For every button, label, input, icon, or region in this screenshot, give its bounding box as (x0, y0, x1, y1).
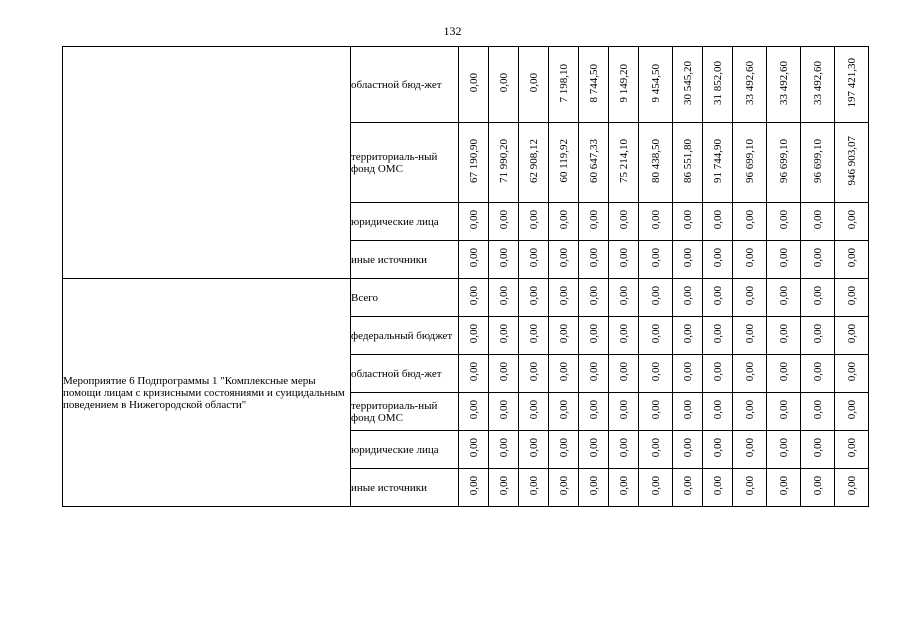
value-text: 0,00 (711, 210, 724, 230)
value-cell (767, 47, 801, 123)
table-row (63, 279, 869, 317)
value-text: 0,00 (743, 400, 756, 420)
value-cell (835, 355, 869, 393)
value-text: 0,00 (527, 286, 540, 306)
value-text: 0,00 (681, 210, 694, 230)
value-cell (835, 279, 869, 317)
value-cell (767, 317, 801, 355)
value-cell (639, 279, 673, 317)
value-cell (835, 241, 869, 279)
value-text: 0,00 (649, 362, 662, 382)
value-text: 0,00 (811, 248, 824, 268)
value-text: 0,00 (557, 286, 570, 306)
value-text: 0,00 (557, 400, 570, 420)
value-cell (767, 241, 801, 279)
value-cell (489, 203, 519, 241)
value-cell (703, 123, 733, 203)
funding-source: областной бюд-жет (351, 47, 459, 123)
value-text: 0,00 (811, 400, 824, 420)
value-text: 0,00 (777, 476, 790, 496)
value-cell (519, 317, 549, 355)
value-cell (549, 469, 579, 507)
value-cell (579, 317, 609, 355)
value-cell (673, 393, 703, 431)
value-cell (519, 355, 549, 393)
value-cell (549, 317, 579, 355)
value-cell (519, 393, 549, 431)
value-text: 0,00 (467, 210, 480, 230)
value-text: 0,00 (743, 476, 756, 496)
value-text: 0,00 (845, 248, 858, 268)
value-text: 96 699,10 (811, 139, 824, 183)
value-text: 0,00 (681, 400, 694, 420)
value-text: 0,00 (681, 324, 694, 344)
value-text: 0,00 (811, 362, 824, 382)
value-text: 0,00 (527, 248, 540, 268)
value-text: 0,00 (527, 400, 540, 420)
value-cell (579, 431, 609, 469)
value-text: 0,00 (845, 362, 858, 382)
value-text: 0,00 (681, 438, 694, 458)
value-cell (579, 355, 609, 393)
value-cell (579, 47, 609, 123)
value-text: 0,00 (711, 438, 724, 458)
value-cell (549, 355, 579, 393)
value-text: 96 699,10 (743, 139, 756, 183)
value-cell (489, 431, 519, 469)
value-cell (835, 317, 869, 355)
value-cell (489, 393, 519, 431)
value-cell (835, 203, 869, 241)
value-cell (767, 431, 801, 469)
value-cell (579, 393, 609, 431)
value-cell (459, 431, 489, 469)
value-text: 0,00 (617, 438, 630, 458)
value-cell (733, 123, 767, 203)
value-text: 75 214,10 (617, 139, 630, 183)
value-text: 0,00 (845, 438, 858, 458)
value-cell (673, 203, 703, 241)
value-cell (549, 123, 579, 203)
value-text: 0,00 (649, 210, 662, 230)
value-text: 0,00 (845, 476, 858, 496)
value-cell (459, 279, 489, 317)
value-cell (835, 123, 869, 203)
value-cell (579, 203, 609, 241)
value-text: 0,00 (467, 248, 480, 268)
funding-source: территориаль-ный фонд ОМС (351, 123, 459, 203)
value-text: 0,00 (811, 324, 824, 344)
value-cell (579, 241, 609, 279)
value-cell (609, 317, 639, 355)
value-cell (703, 355, 733, 393)
value-cell (609, 279, 639, 317)
value-text: 0,00 (527, 324, 540, 344)
value-cell (549, 203, 579, 241)
value-text: 0,00 (649, 324, 662, 344)
value-text: 60 119,92 (557, 139, 570, 183)
value-cell (733, 203, 767, 241)
value-cell (801, 355, 835, 393)
value-text: 0,00 (497, 286, 510, 306)
value-cell (703, 469, 733, 507)
value-text: 0,00 (467, 476, 480, 496)
value-text: 33 492,60 (743, 61, 756, 105)
value-cell (459, 241, 489, 279)
table-row (63, 47, 869, 123)
value-text: 0,00 (617, 476, 630, 496)
value-cell (519, 431, 549, 469)
value-cell (459, 355, 489, 393)
value-text: 60 647,33 (587, 139, 600, 183)
value-cell (801, 123, 835, 203)
value-cell (733, 469, 767, 507)
value-cell (673, 241, 703, 279)
value-cell (703, 47, 733, 123)
value-cell (639, 241, 673, 279)
value-text: 0,00 (467, 324, 480, 344)
value-text: 0,00 (467, 362, 480, 382)
value-text: 0,00 (743, 362, 756, 382)
value-cell (609, 393, 639, 431)
value-text: 0,00 (557, 248, 570, 268)
value-cell (489, 355, 519, 393)
value-text: 30 545,20 (681, 61, 694, 105)
value-cell (639, 355, 673, 393)
value-cell (703, 241, 733, 279)
value-cell (549, 47, 579, 123)
value-cell (639, 317, 673, 355)
value-cell (609, 203, 639, 241)
value-cell (733, 279, 767, 317)
value-cell (639, 469, 673, 507)
value-cell (801, 393, 835, 431)
value-cell (673, 317, 703, 355)
value-cell (519, 203, 549, 241)
value-text: 197 421,30 (845, 58, 858, 108)
value-text: 0,00 (845, 286, 858, 306)
value-text: 0,00 (497, 324, 510, 344)
value-text: 0,00 (587, 438, 600, 458)
activity-description: Мероприятие 6 Подпрограммы 1 "Комплексные меры помощи лицам с кризисными состояниями и суицидальным поведением в Нижегородской области" (63, 279, 351, 507)
value-text: 0,00 (557, 324, 570, 344)
value-text: 0,00 (557, 438, 570, 458)
value-cell (703, 393, 733, 431)
value-text: 0,00 (681, 362, 694, 382)
value-cell (519, 279, 549, 317)
value-text: 0,00 (617, 400, 630, 420)
value-text: 0,00 (845, 400, 858, 420)
value-text: 0,00 (681, 286, 694, 306)
value-cell (609, 47, 639, 123)
value-cell (703, 279, 733, 317)
value-text: 0,00 (711, 400, 724, 420)
value-cell (801, 469, 835, 507)
value-text: 0,00 (497, 476, 510, 496)
value-text: 0,00 (587, 324, 600, 344)
value-text: 0,00 (711, 286, 724, 306)
value-text: 0,00 (777, 248, 790, 268)
value-cell (459, 469, 489, 507)
value-text: 0,00 (467, 438, 480, 458)
value-cell (801, 241, 835, 279)
value-text: 0,00 (649, 400, 662, 420)
value-text: 31 852,00 (711, 61, 724, 105)
value-cell (835, 47, 869, 123)
value-cell (519, 47, 549, 123)
value-text: 0,00 (649, 438, 662, 458)
value-text: 0,00 (649, 476, 662, 496)
value-cell (733, 393, 767, 431)
value-text: 0,00 (587, 210, 600, 230)
value-text: 67 190,90 (467, 139, 480, 183)
value-cell (801, 431, 835, 469)
value-text: 0,00 (845, 210, 858, 230)
value-text: 0,00 (777, 286, 790, 306)
value-text: 0,00 (681, 248, 694, 268)
value-cell (801, 203, 835, 241)
value-text: 80 438,50 (649, 139, 662, 183)
value-cell (767, 123, 801, 203)
value-cell (673, 47, 703, 123)
value-cell (673, 431, 703, 469)
value-cell (767, 203, 801, 241)
activity-description (63, 47, 351, 279)
value-text: 0,00 (617, 286, 630, 306)
value-cell (489, 47, 519, 123)
value-cell (489, 241, 519, 279)
value-text: 33 492,60 (811, 61, 824, 105)
value-cell (489, 469, 519, 507)
funding-source: территориаль-ный фонд ОМС (351, 393, 459, 431)
value-cell (489, 317, 519, 355)
value-text: 33 492,60 (777, 61, 790, 105)
value-text: 0,00 (497, 362, 510, 382)
value-cell (733, 241, 767, 279)
value-cell (609, 355, 639, 393)
value-text: 0,00 (777, 210, 790, 230)
value-text: 0,00 (467, 286, 480, 306)
value-text: 0,00 (743, 324, 756, 344)
funding-source: иные источники (351, 241, 459, 279)
value-text: 0,00 (497, 210, 510, 230)
value-cell (579, 469, 609, 507)
value-text: 0,00 (743, 248, 756, 268)
value-text: 0,00 (557, 476, 570, 496)
value-text: 0,00 (557, 210, 570, 230)
funding-source: областной бюд-жет (351, 355, 459, 393)
value-text: 91 744,90 (711, 139, 724, 183)
value-cell (579, 123, 609, 203)
value-text: 0,00 (777, 438, 790, 458)
value-text: 0,00 (711, 324, 724, 344)
value-text: 0,00 (527, 476, 540, 496)
value-cell (673, 355, 703, 393)
value-cell (703, 317, 733, 355)
value-cell (519, 469, 549, 507)
value-cell (579, 279, 609, 317)
value-cell (489, 279, 519, 317)
value-text: 0,00 (777, 400, 790, 420)
value-text: 0,00 (617, 210, 630, 230)
value-text: 0,00 (811, 476, 824, 496)
funding-source: иные источники (351, 469, 459, 507)
value-text: 0,00 (649, 248, 662, 268)
value-text: 0,00 (845, 324, 858, 344)
value-text: 0,00 (617, 248, 630, 268)
value-cell (767, 279, 801, 317)
value-cell (459, 203, 489, 241)
value-cell (733, 317, 767, 355)
value-cell (549, 393, 579, 431)
value-text: 8 744,50 (587, 63, 600, 103)
value-text: 0,00 (649, 286, 662, 306)
value-cell (673, 279, 703, 317)
value-cell (733, 355, 767, 393)
value-cell (459, 393, 489, 431)
funding-source: Всего (351, 279, 459, 317)
value-cell (519, 241, 549, 279)
value-cell (459, 317, 489, 355)
value-cell (639, 393, 673, 431)
value-cell (733, 431, 767, 469)
funding-source: юридические лица (351, 431, 459, 469)
value-cell (767, 469, 801, 507)
value-text: 0,00 (743, 286, 756, 306)
value-text: 0,00 (497, 400, 510, 420)
value-text: 96 699,10 (777, 139, 790, 183)
value-text: 0,00 (711, 476, 724, 496)
value-cell (639, 123, 673, 203)
value-text: 0,00 (527, 210, 540, 230)
value-text: 0,00 (777, 362, 790, 382)
value-cell (835, 469, 869, 507)
value-text: 0,00 (811, 286, 824, 306)
value-text: 0,00 (527, 73, 540, 93)
value-text: 0,00 (587, 400, 600, 420)
value-text: 0,00 (467, 73, 480, 93)
value-cell (489, 123, 519, 203)
value-cell (549, 241, 579, 279)
value-text: 0,00 (527, 362, 540, 382)
funding-source: юридические лица (351, 203, 459, 241)
page-number: 132 (443, 24, 462, 38)
value-cell (835, 431, 869, 469)
value-cell (703, 431, 733, 469)
value-text: 0,00 (587, 248, 600, 268)
value-cell (609, 241, 639, 279)
value-text: 0,00 (811, 210, 824, 230)
value-text: 0,00 (497, 248, 510, 268)
value-text: 0,00 (711, 362, 724, 382)
value-cell (609, 123, 639, 203)
value-text: 0,00 (587, 362, 600, 382)
value-cell (733, 47, 767, 123)
value-text: 0,00 (777, 324, 790, 344)
value-cell (459, 47, 489, 123)
value-text: 71 990,20 (497, 139, 510, 183)
value-text: 946 903,07 (845, 136, 858, 186)
value-text: 0,00 (467, 400, 480, 420)
value-text: 0,00 (711, 248, 724, 268)
value-text: 0,00 (681, 476, 694, 496)
value-cell (639, 203, 673, 241)
value-cell (767, 393, 801, 431)
value-cell (639, 47, 673, 123)
value-cell (767, 355, 801, 393)
value-cell (609, 431, 639, 469)
value-text: 9 454,50 (649, 63, 662, 103)
value-cell (549, 279, 579, 317)
value-text: 86 551,80 (681, 139, 694, 183)
value-cell (519, 123, 549, 203)
value-cell (801, 317, 835, 355)
value-text: 0,00 (617, 324, 630, 344)
funding-table-body (63, 47, 869, 507)
funding-source: федеральный бюджет (351, 317, 459, 355)
funding-table (62, 46, 869, 507)
value-cell (459, 123, 489, 203)
value-cell (673, 469, 703, 507)
value-text: 0,00 (497, 73, 510, 93)
value-cell (639, 431, 673, 469)
value-text: 0,00 (587, 476, 600, 496)
value-text: 0,00 (811, 438, 824, 458)
value-text: 0,00 (743, 438, 756, 458)
value-text: 0,00 (497, 438, 510, 458)
value-cell (673, 123, 703, 203)
value-cell (801, 279, 835, 317)
value-cell (703, 203, 733, 241)
value-text: 62 908,12 (527, 139, 540, 183)
value-text: 0,00 (617, 362, 630, 382)
value-text: 7 198,10 (557, 63, 570, 103)
value-text: 0,00 (743, 210, 756, 230)
value-cell (609, 469, 639, 507)
value-text: 0,00 (557, 362, 570, 382)
value-text: 9 149,20 (617, 63, 630, 103)
value-text: 0,00 (587, 286, 600, 306)
value-cell (801, 47, 835, 123)
value-cell (835, 393, 869, 431)
value-text: 0,00 (527, 438, 540, 458)
value-cell (549, 431, 579, 469)
